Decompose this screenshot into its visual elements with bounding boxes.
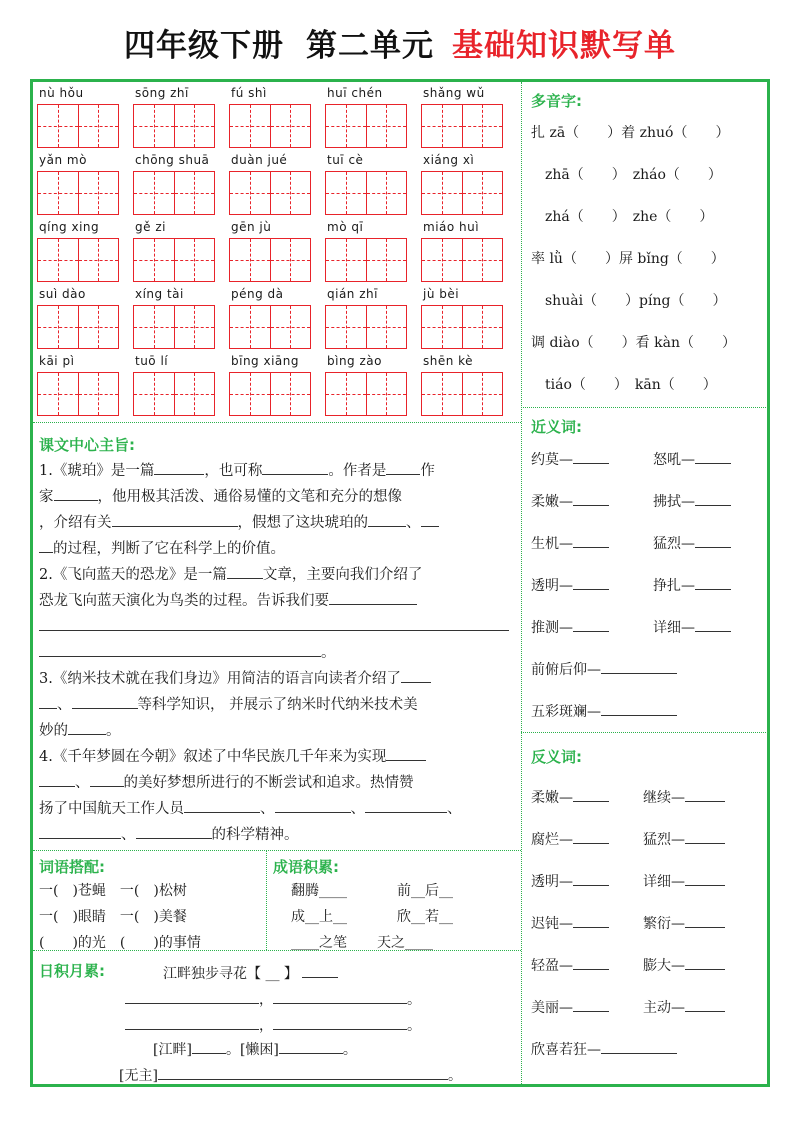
writing-cell[interactable] xyxy=(422,105,463,147)
writing-box[interactable] xyxy=(133,104,215,148)
blank-field[interactable] xyxy=(386,459,420,475)
writing-box[interactable] xyxy=(37,238,119,282)
word-match-title: 词语搭配: xyxy=(39,858,105,876)
pinyin-label: miáo huì xyxy=(423,220,480,234)
polyphone-line: zhá（ ） zhe（ ） xyxy=(545,209,714,225)
writing-cell[interactable] xyxy=(134,306,175,348)
word-match-line: 一( )苍蝇 一( )松树 xyxy=(39,883,187,899)
blank-field[interactable] xyxy=(262,459,328,475)
writing-cell[interactable] xyxy=(271,373,311,415)
idiom-item: 前__后__ xyxy=(397,883,453,899)
writing-box[interactable] xyxy=(229,238,311,282)
writing-box[interactable] xyxy=(421,238,503,282)
blank-field[interactable] xyxy=(365,797,447,813)
writing-cell[interactable] xyxy=(230,105,271,147)
blank-field[interactable] xyxy=(573,996,609,1012)
writing-box[interactable] xyxy=(229,372,311,416)
idiom-item: 翻腾____ xyxy=(291,883,347,899)
pinyin-label: huī chén xyxy=(327,86,383,100)
blank-field[interactable] xyxy=(573,912,609,928)
antonym-item: 繁衍— xyxy=(643,912,725,933)
blank-field[interactable] xyxy=(39,615,509,631)
writing-cell[interactable] xyxy=(175,105,215,147)
antonym-item: 猛烈— xyxy=(643,828,725,849)
blank-field[interactable] xyxy=(401,667,431,683)
title-worksheet: 基础知识默写单 xyxy=(452,28,676,64)
antonyms-title: 反义词: xyxy=(531,748,582,766)
writing-cell[interactable] xyxy=(367,172,407,214)
blank-field[interactable] xyxy=(273,1014,407,1030)
polyphone-line: 扎 zā（ ）着 zhuó（ ） xyxy=(531,125,730,141)
writing-cell[interactable] xyxy=(463,373,503,415)
pinyin-label: suì dào xyxy=(39,287,86,301)
antonym-item: 继续— xyxy=(643,786,725,807)
writing-box[interactable] xyxy=(421,305,503,349)
blank-field[interactable] xyxy=(685,954,725,970)
divider xyxy=(521,732,770,733)
writing-cell[interactable] xyxy=(79,105,119,147)
writing-cell[interactable] xyxy=(463,239,503,281)
synonym-item: 猛烈— xyxy=(653,532,731,553)
writing-cell[interactable] xyxy=(367,373,407,415)
synonym-item: 详细— xyxy=(653,616,731,637)
pinyin-label: jù bèi xyxy=(423,287,460,301)
polyphone-line: tiáo（ ） kān（ ） xyxy=(545,377,717,393)
blank-field[interactable] xyxy=(273,988,407,1004)
title-unit: 第二单元 xyxy=(306,28,434,64)
antonym-item: 主动— xyxy=(643,996,725,1017)
antonym-item: 轻盈— xyxy=(531,954,609,975)
synonym-item: 怒吼— xyxy=(653,448,731,469)
blank-field[interactable] xyxy=(39,693,57,709)
pinyin-label: yǎn mò xyxy=(39,153,87,167)
antonym-item: 膨大— xyxy=(643,954,725,975)
writing-box[interactable] xyxy=(133,372,215,416)
writing-box[interactable] xyxy=(421,372,503,416)
blank-field[interactable] xyxy=(573,828,609,844)
writing-cell[interactable] xyxy=(134,105,175,147)
idioms-title: 成语积累: xyxy=(273,858,339,876)
idiom-item: 天之____ xyxy=(377,935,433,951)
central-idea-text: 1.《琥珀》是一篇 ，也可称 。作者是 作 家 ，他用极其活泼、通俗易懂的文笔和充分的想像 ，介绍有关 ，假想了这块琥珀的 、 的过程，判断了它在科学上的价值。 2.《飞向蓝天的恐龙》是一篇 文章，主要向我们介绍了 恐龙飞向蓝天演化为鸟类的过程。告诉我们要 。 3.《纳米技术就在我们身边》用简洁的语言向读者介绍了 、 等科学知识， 并展示了纳米时代纳米技术美 妙的 。 4.《千年梦圆在今朝》叙述了中华民族几千年来为实现 、 的美好梦想所进行的不断尝试和追求。热情赞 扬了中国航天工作人员 、 、 、 、 的科学精神。 xyxy=(39,458,517,848)
blank-field[interactable] xyxy=(573,448,609,464)
writing-cell[interactable] xyxy=(422,172,463,214)
writing-cell[interactable] xyxy=(326,105,367,147)
poem-note-line: [江畔] 。[懒困] 。 xyxy=(153,1038,357,1059)
blank-field[interactable] xyxy=(386,745,426,761)
pinyin-label: tuō lí xyxy=(135,354,169,368)
blank-field[interactable] xyxy=(39,641,321,657)
blank-field[interactable] xyxy=(573,870,609,886)
writing-cell[interactable] xyxy=(79,239,119,281)
writing-box[interactable] xyxy=(37,104,119,148)
pinyin-label: qián zhī xyxy=(327,287,378,301)
blank-field[interactable] xyxy=(39,823,121,839)
writing-box[interactable] xyxy=(325,372,407,416)
pinyin-label: duàn jué xyxy=(231,153,288,167)
writing-cell[interactable] xyxy=(175,373,215,415)
blank-field[interactable] xyxy=(136,823,212,839)
writing-cell[interactable] xyxy=(422,239,463,281)
synonym-item: 约莫— xyxy=(531,448,609,469)
pinyin-label: gēn jù xyxy=(231,220,272,234)
writing-cell[interactable] xyxy=(230,239,271,281)
blank-field[interactable] xyxy=(90,771,124,787)
blank-field[interactable] xyxy=(573,532,609,548)
writing-cell[interactable] xyxy=(134,172,175,214)
writing-box[interactable] xyxy=(37,305,119,349)
page-title xyxy=(0,20,800,65)
pinyin-label: gě zi xyxy=(135,220,166,234)
blank-field[interactable] xyxy=(125,1014,259,1030)
polyphone-line: 率 lǜ（ ）屏 bǐng（ ） xyxy=(531,251,725,267)
idiom-item: ____之笔 xyxy=(291,935,347,951)
writing-cell[interactable] xyxy=(463,105,503,147)
antonym-item: 美丽— xyxy=(531,996,609,1017)
blank-field[interactable] xyxy=(125,988,259,1004)
pinyin-label: tuī cè xyxy=(327,153,364,167)
writing-cell[interactable] xyxy=(326,172,367,214)
pinyin-label: nù hǒu xyxy=(39,86,84,100)
blank-field[interactable] xyxy=(573,954,609,970)
blank-field[interactable] xyxy=(573,786,609,802)
writing-cell[interactable] xyxy=(175,172,215,214)
divider xyxy=(521,407,770,408)
writing-cell[interactable] xyxy=(271,105,311,147)
divider xyxy=(266,850,267,950)
blank-field[interactable] xyxy=(368,511,406,527)
writing-cell[interactable] xyxy=(175,306,215,348)
writing-cell[interactable] xyxy=(367,239,407,281)
daily-title: 日积月累: xyxy=(39,962,105,980)
blank-field[interactable] xyxy=(685,870,725,886)
writing-box[interactable] xyxy=(37,372,119,416)
blank-field[interactable] xyxy=(573,490,609,506)
blank-field[interactable] xyxy=(329,589,417,605)
synonym-item: 挣扎— xyxy=(653,574,731,595)
pinyin-label: shǎng wǔ xyxy=(423,86,485,100)
idiom-item: 欣__若__ xyxy=(397,909,453,925)
writing-cell[interactable] xyxy=(175,239,215,281)
blank-field[interactable] xyxy=(695,490,731,506)
divider xyxy=(33,422,521,423)
synonym-item: 柔嫩— xyxy=(531,490,609,511)
blank-field[interactable] xyxy=(573,616,609,632)
writing-cell[interactable] xyxy=(134,373,175,415)
polyphone-line: 调 diào（ ）看 kàn（ ） xyxy=(531,335,736,351)
worksheet-frame xyxy=(30,79,770,1087)
writing-box[interactable] xyxy=(421,104,503,148)
word-match-line: 一( )眼睛 一( )美餐 xyxy=(39,909,187,925)
writing-cell[interactable] xyxy=(134,239,175,281)
writing-box[interactable] xyxy=(325,305,407,349)
synonym-item: 五彩斑斓— xyxy=(531,700,677,721)
pinyin-label: sōng zhī xyxy=(135,86,189,100)
central-idea-title: 课文中心主旨: xyxy=(39,436,135,454)
writing-box[interactable] xyxy=(325,104,407,148)
synonym-item: 拂拭— xyxy=(653,490,731,511)
writing-cell[interactable] xyxy=(422,306,463,348)
poem-title: 江畔独步寻花【 __ 】 xyxy=(163,962,338,983)
blank-field[interactable] xyxy=(72,693,138,709)
synonyms-title: 近义词: xyxy=(531,418,582,436)
polyphone-line: shuài（ ）píng（ ） xyxy=(545,293,727,309)
writing-box[interactable] xyxy=(421,171,503,215)
blank-field[interactable] xyxy=(685,786,725,802)
antonym-item: 欣喜若狂— xyxy=(531,1038,677,1059)
blank-field[interactable] xyxy=(54,485,98,501)
pinyin-label: xiáng xì xyxy=(423,153,475,167)
writing-cell[interactable] xyxy=(271,172,311,214)
blank-field[interactable] xyxy=(39,771,75,787)
writing-cell[interactable] xyxy=(230,172,271,214)
word-match-line: ( )的光 ( )的事情 xyxy=(39,935,201,951)
writing-box[interactable] xyxy=(229,305,311,349)
pinyin-label: mò qī xyxy=(327,220,364,234)
writing-box[interactable] xyxy=(37,171,119,215)
blank-field[interactable] xyxy=(695,532,731,548)
antonym-item: 迟钝— xyxy=(531,912,609,933)
polyphone-line: zhā（ ） zháo（ ） xyxy=(545,167,722,183)
blank-field[interactable] xyxy=(68,719,106,735)
writing-box[interactable] xyxy=(133,305,215,349)
blank-field[interactable] xyxy=(184,797,260,813)
blank-field[interactable] xyxy=(421,511,439,527)
blank-field[interactable] xyxy=(227,563,263,579)
writing-cell[interactable] xyxy=(38,172,79,214)
pinyin-label: bìng zào xyxy=(327,354,382,368)
writing-cell[interactable] xyxy=(38,105,79,147)
writing-cell[interactable] xyxy=(463,306,503,348)
writing-box[interactable] xyxy=(133,238,215,282)
writing-cell[interactable] xyxy=(367,105,407,147)
blank-field[interactable] xyxy=(685,828,725,844)
blank-field[interactable] xyxy=(601,700,677,716)
synonym-item: 透明— xyxy=(531,574,609,595)
pinyin-label: kāi pì xyxy=(39,354,75,368)
blank-field[interactable] xyxy=(302,962,338,978)
synonym-item: 前俯后仰— xyxy=(531,658,677,679)
writing-cell[interactable] xyxy=(271,306,311,348)
blank-field[interactable] xyxy=(695,616,731,632)
writing-cell[interactable] xyxy=(38,239,79,281)
column-divider xyxy=(521,82,522,1084)
synonym-item: 生机— xyxy=(531,532,609,553)
synonym-item: 推测— xyxy=(531,616,609,637)
blank-field[interactable] xyxy=(39,537,53,553)
divider xyxy=(33,950,521,951)
writing-cell[interactable] xyxy=(463,172,503,214)
antonym-item: 腐烂— xyxy=(531,828,609,849)
writing-cell[interactable] xyxy=(38,373,79,415)
pinyin-label: shēn kè xyxy=(423,354,474,368)
writing-box[interactable] xyxy=(229,171,311,215)
writing-cell[interactable] xyxy=(367,306,407,348)
pinyin-label: qíng xing xyxy=(39,220,100,234)
idiom-item: 成__上__ xyxy=(291,909,347,925)
writing-cell[interactable] xyxy=(422,373,463,415)
writing-cell[interactable] xyxy=(38,306,79,348)
writing-cell[interactable] xyxy=(326,306,367,348)
writing-cell[interactable] xyxy=(271,239,311,281)
blank-field[interactable] xyxy=(192,1038,226,1054)
title-grade: 四年级下册 xyxy=(124,28,284,64)
antonym-item: 柔嫩— xyxy=(531,786,609,807)
writing-cell[interactable] xyxy=(79,373,119,415)
blank-field[interactable] xyxy=(685,996,725,1012)
blank-field[interactable] xyxy=(275,797,351,813)
blank-field[interactable] xyxy=(601,658,677,674)
writing-cell[interactable] xyxy=(326,373,367,415)
blank-field[interactable] xyxy=(685,912,725,928)
blank-field[interactable] xyxy=(112,511,238,527)
writing-cell[interactable] xyxy=(230,373,271,415)
blank-field[interactable] xyxy=(154,459,204,475)
pinyin-label: fú shì xyxy=(231,86,267,100)
blank-field[interactable] xyxy=(695,448,731,464)
writing-cell[interactable] xyxy=(79,306,119,348)
pinyin-label: xíng tài xyxy=(135,287,184,301)
blank-field[interactable] xyxy=(279,1038,343,1054)
divider xyxy=(33,850,521,851)
poem-line: ， 。 xyxy=(125,988,421,1009)
antonym-item: 透明— xyxy=(531,870,609,891)
polyphone-title: 多音字: xyxy=(531,92,582,110)
blank-field[interactable] xyxy=(695,574,731,590)
blank-field[interactable] xyxy=(573,574,609,590)
writing-box[interactable] xyxy=(325,238,407,282)
antonym-item: 详细— xyxy=(643,870,725,891)
writing-cell[interactable] xyxy=(230,306,271,348)
pinyin-label: péng dà xyxy=(231,287,284,301)
writing-cell[interactable] xyxy=(79,172,119,214)
writing-cell[interactable] xyxy=(326,239,367,281)
writing-box[interactable] xyxy=(325,171,407,215)
blank-field[interactable] xyxy=(601,1038,677,1054)
pinyin-label: bīng xiāng xyxy=(231,354,299,368)
blank-field[interactable] xyxy=(158,1064,448,1080)
writing-box[interactable] xyxy=(133,171,215,215)
poem-line: ， 。 xyxy=(125,1014,421,1035)
writing-box[interactable] xyxy=(229,104,311,148)
pinyin-label: chōng shuā xyxy=(135,153,210,167)
poem-note-line: [无主] 。 xyxy=(119,1064,462,1085)
